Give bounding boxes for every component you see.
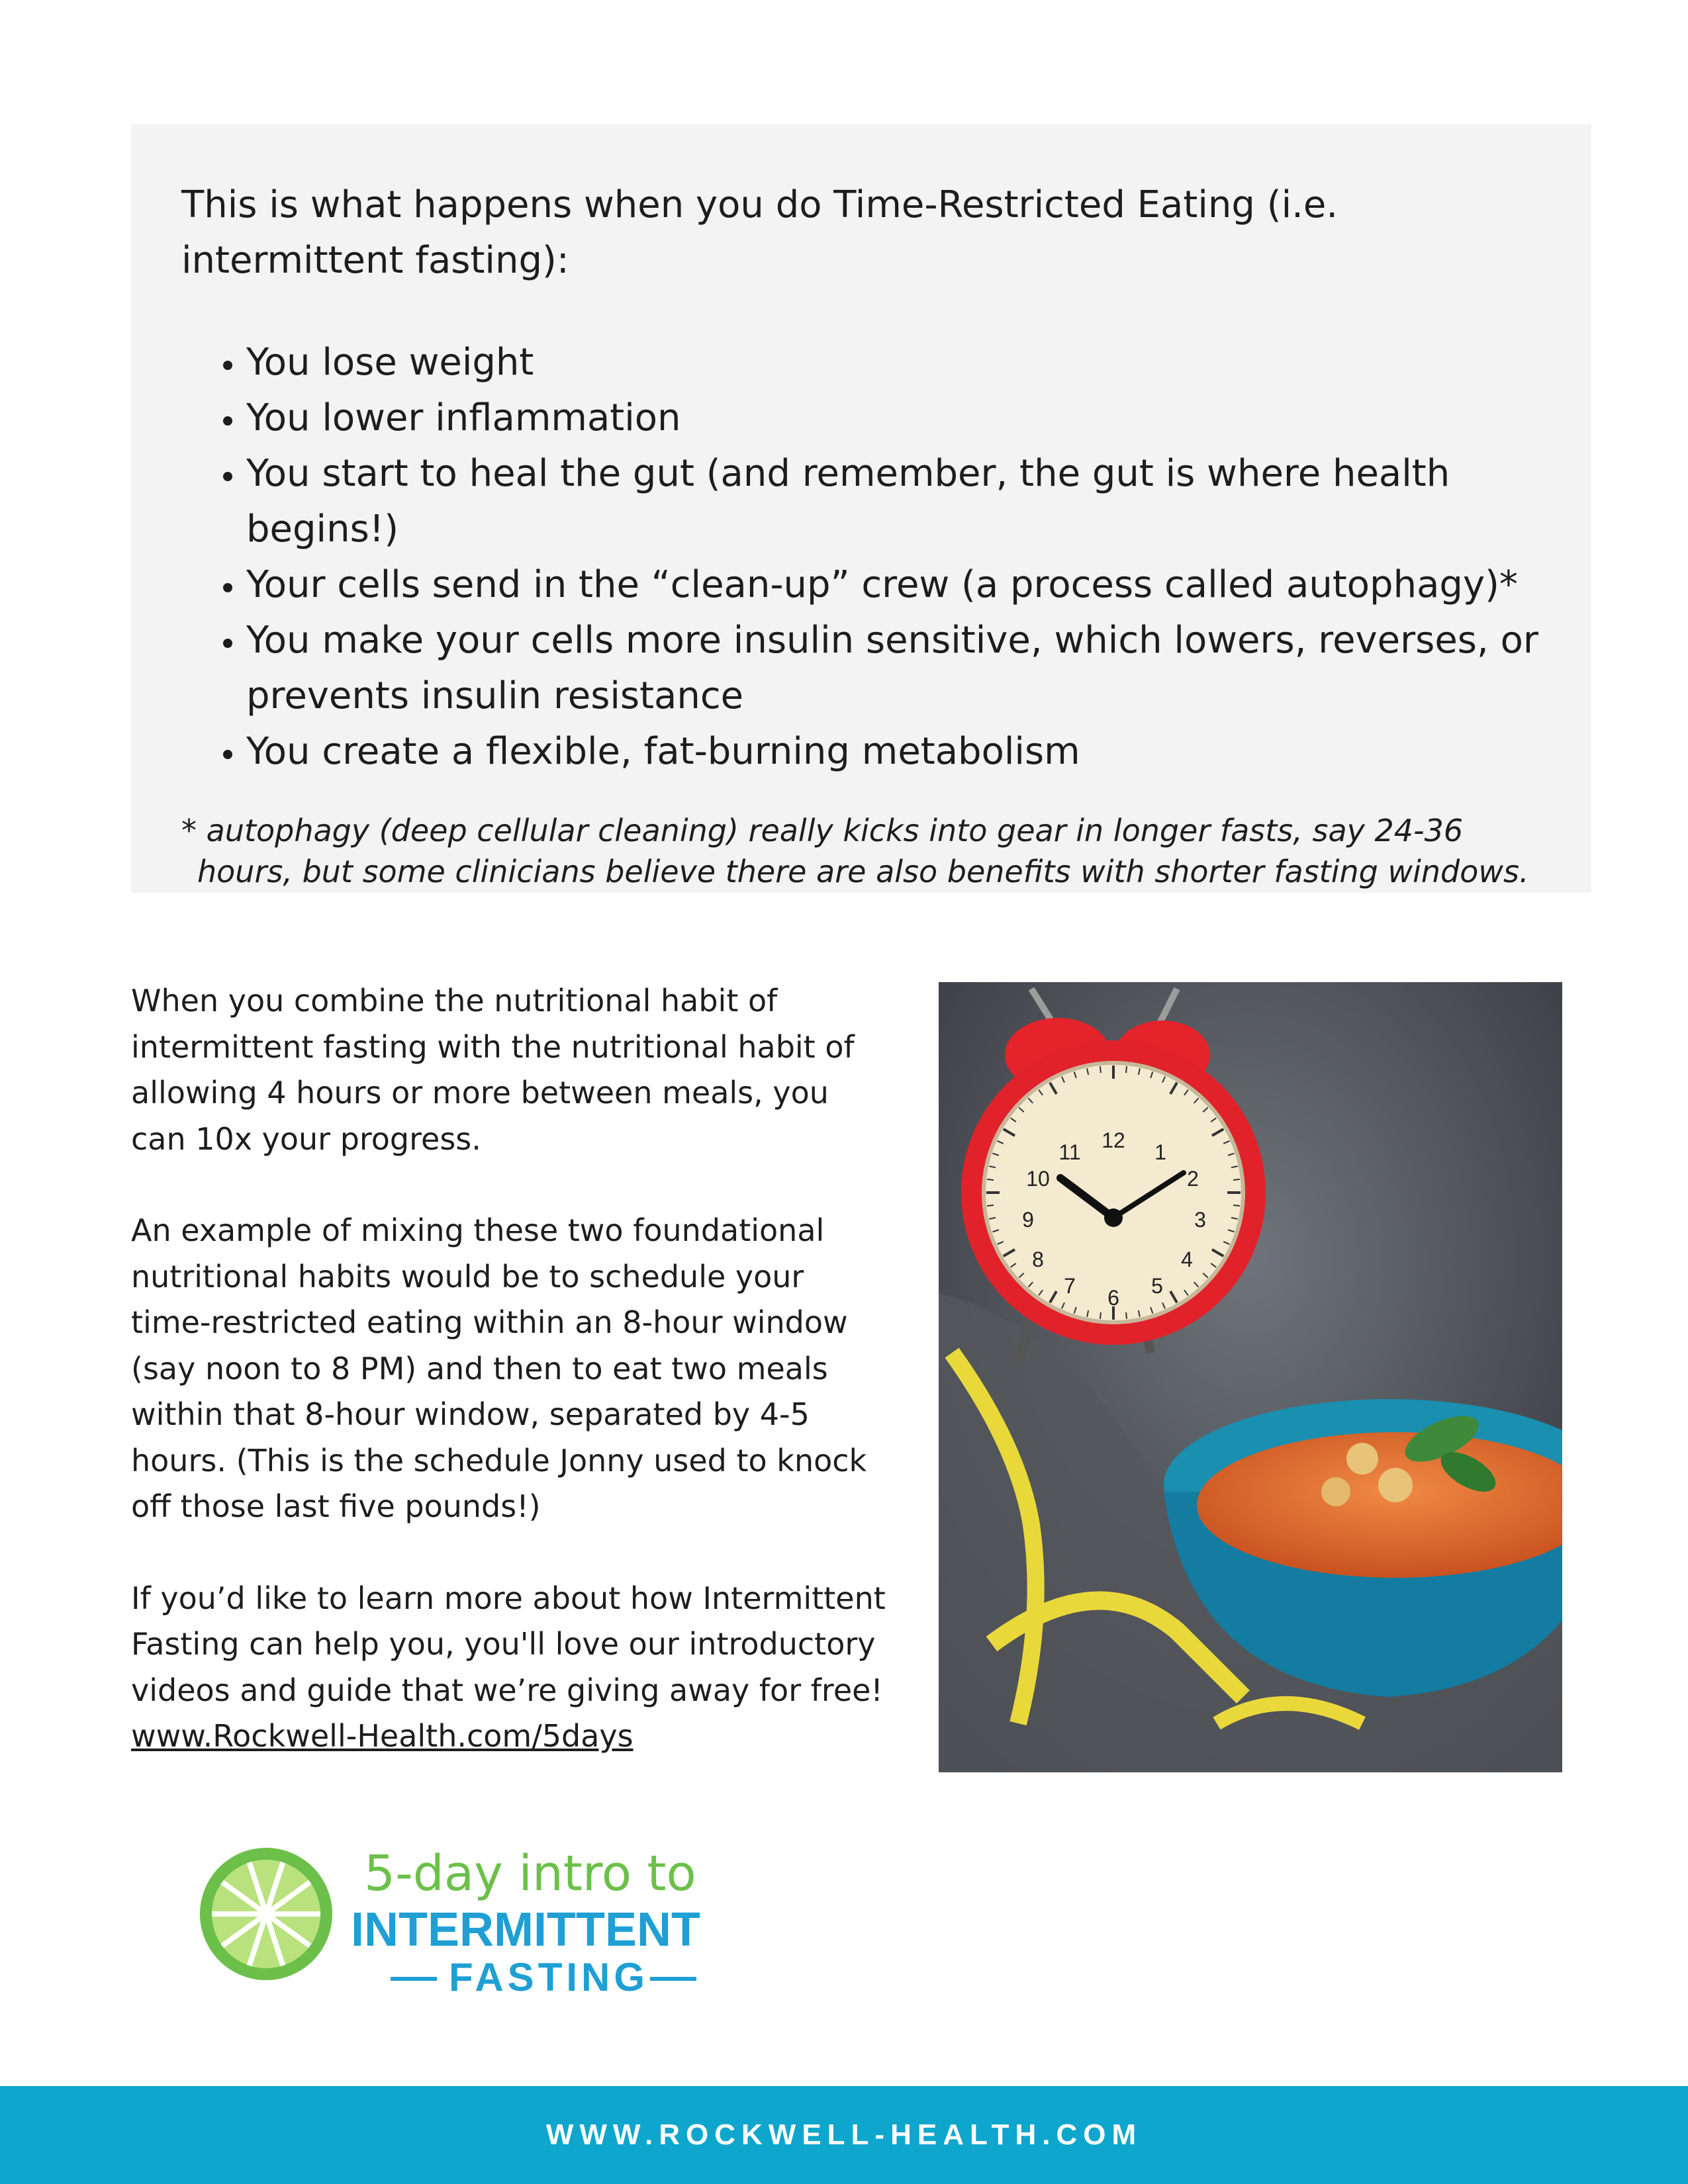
clock-number: 9 — [1022, 1208, 1034, 1232]
benefits-list — [181, 335, 1553, 780]
clock-number: 12 — [1102, 1128, 1125, 1152]
clock-tick — [987, 1179, 994, 1180]
clock-tick — [1100, 1066, 1101, 1073]
clock-number: 5 — [1151, 1274, 1163, 1298]
chickpea — [1321, 1477, 1350, 1506]
clock-tick — [1126, 1312, 1127, 1319]
benefit-item: • You lower inflammation — [246, 390, 1553, 446]
autophagy-footnote: * autophagy (deep cellular cleaning) really kicks into gear in longer fasts, say 24-36 hours, but some clinicians believe there are also benefits with shorter fasting windows. — [181, 813, 1529, 889]
photo-illustration — [939, 982, 1562, 1772]
clock-number: 2 — [1187, 1167, 1199, 1191]
intermittent-fasting-logo — [199, 1827, 741, 1992]
footer-website[interactable]: WWW.ROCKWELL-HEALTH.COM — [545, 2118, 1143, 2151]
clock-face — [984, 1063, 1243, 1322]
body-text — [131, 978, 892, 1805]
chickpea — [1346, 1443, 1378, 1475]
clock-number: 1 — [1154, 1140, 1166, 1164]
learn-more-text: If you’d like to learn more about how Intermittent Fasting can help you, you'll love our introductory videos and guide that we’re giving away for free! — [131, 1580, 886, 1708]
clock-number: 10 — [1026, 1167, 1050, 1191]
paragraph-learn-more — [131, 1576, 892, 1760]
benefits-intro: This is what happens when you do Time-Restricted Eating (i.e. intermittent fasting): — [181, 183, 1338, 282]
benefit-item: • You lose weight — [246, 335, 1553, 390]
clock-number: 3 — [1194, 1208, 1206, 1232]
clock-number: 7 — [1064, 1274, 1076, 1298]
clock-center-pin — [1104, 1208, 1123, 1227]
benefit-item: • You make your cells more insulin sensitive, which lowers, reverses, or prevents insulin resistance — [246, 613, 1553, 724]
clock-tick — [987, 1205, 994, 1206]
logo-line-3: FASTING — [449, 1955, 649, 1992]
logo-line-1: 5-day intro to — [364, 1845, 696, 1902]
clock-number: 4 — [1181, 1248, 1193, 1271]
benefit-item: • Your cells send in the “clean-up” crew (a process called autophagy)* — [246, 557, 1553, 613]
clock-number: 6 — [1107, 1286, 1119, 1310]
clock-tick — [1233, 1179, 1240, 1180]
clock-tick — [1126, 1066, 1127, 1073]
paragraph-combine-habits: When you combine the nutritional habit of intermittent fasting with the nutritional habit of allowing 4 hours or more between meals, you can 10x your progress. — [131, 983, 855, 1157]
logo-graphic — [199, 1827, 741, 1992]
chickpea — [1378, 1468, 1413, 1502]
clock-tick — [1233, 1205, 1240, 1206]
clock-and-bowl-photo — [939, 982, 1562, 1772]
paragraph-example-schedule: An example of mixing these two foundational nutritional habits would be to schedule your time-restricted eating within an 8-hour window (say noon to 8 PM) and then to eat two meals within that 8-hour window, separated by 4-5 hours. (This is the schedule Jonny used to knock off those last five pounds!) — [131, 1212, 867, 1524]
logo-line-2: INTERMITTENT — [351, 1903, 700, 1956]
clock-tick — [1100, 1312, 1101, 1319]
5days-link[interactable]: www.Rockwell-Health.com/5days — [131, 1718, 633, 1754]
clock-number: 11 — [1058, 1140, 1081, 1164]
footer-bar — [0, 2086, 1688, 2184]
benefits-box — [131, 124, 1591, 893]
benefit-item: • You start to heal the gut (and remember, the gut is where health begins!) — [246, 446, 1553, 557]
benefit-item: • You create a flexible, fat-burning metabolism — [246, 724, 1553, 780]
clock-number: 8 — [1032, 1248, 1044, 1271]
